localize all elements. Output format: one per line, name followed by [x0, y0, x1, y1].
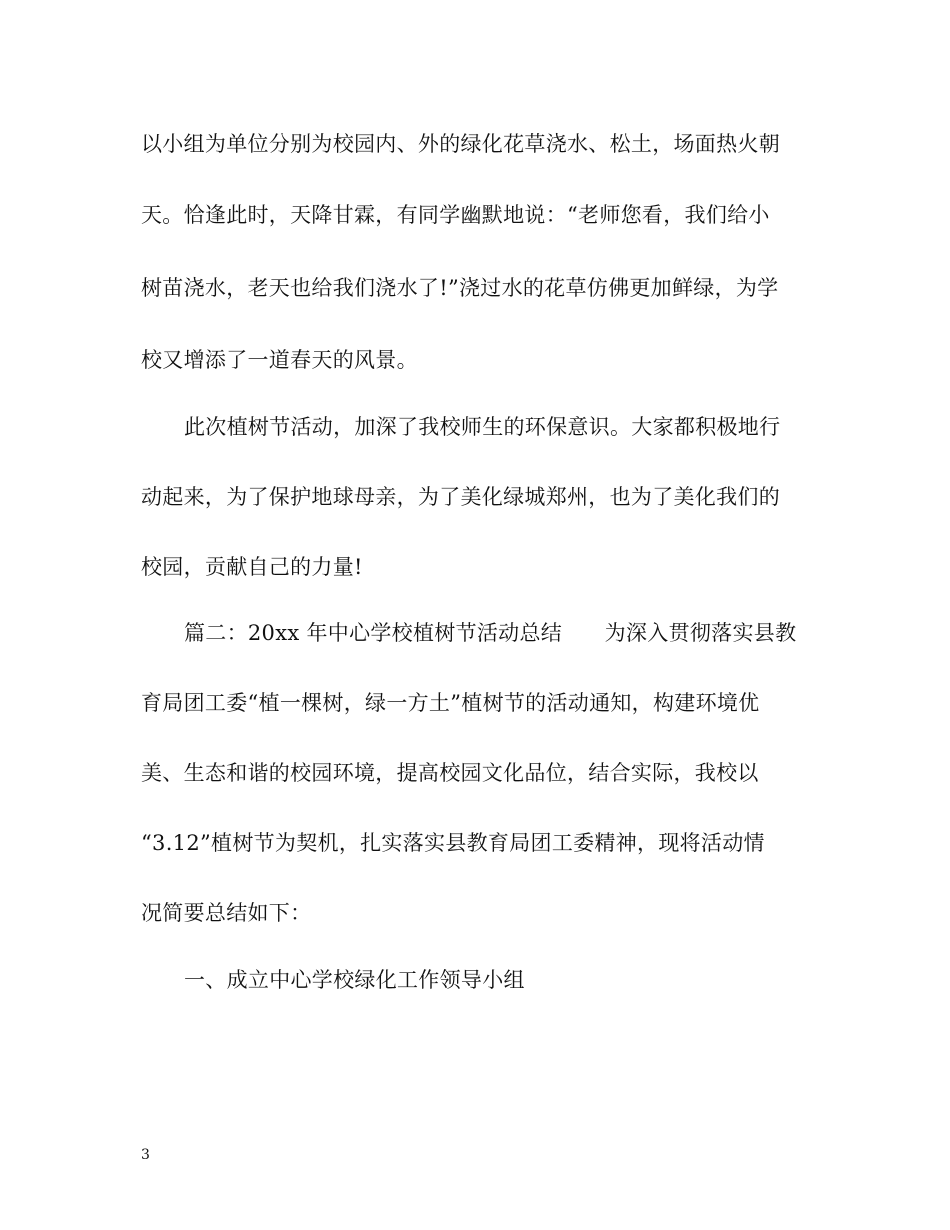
text-line-11: “3.12”植树节为契机，扎实落实县教育局团工委精神，现将活动情: [141, 831, 765, 855]
text-line-7: 校园，贡献自己的力量!: [141, 555, 363, 579]
text-line-9: 育局团工委“植一棵树，绿一方土”植树节的活动通知，构建环境优: [141, 691, 760, 715]
text-line-6: 动起来，为了保护地球母亲，为了美化绿城郑州，也为了美化我们的: [141, 485, 780, 509]
page-number: 3: [141, 1147, 150, 1163]
text-line-4: 校又增添了一道春天的风景。: [141, 348, 418, 372]
text-line-3: 树苗浇水，老天也给我们浇水了!”浇过水的花草仿佛更加鲜绿，为学: [141, 276, 779, 300]
text-line-2: 天。恰逢此时，天降甘霖，有同学幽默地说：“老师您看，我们给小: [141, 203, 770, 227]
text-line-5: 此次植树节活动，加深了我校师生的环保意识。大家都积极地行: [184, 415, 781, 439]
text-line-8: 篇二：20xx 年中心学校植树节活动总结 为深入贯彻落实县教: [184, 621, 797, 645]
text-line-10: 美、生态和谐的校园环境，提高校园文化品位，结合实际，我校以: [141, 761, 759, 785]
text-line-13: 一、成立中心学校绿化工作领导小组: [184, 968, 525, 992]
text-line-12: 况简要总结如下：: [141, 901, 312, 925]
text-line-1: 以小组为单位分别为校园内、外的绿化花草浇水、松土，场面热火朝: [141, 132, 780, 156]
